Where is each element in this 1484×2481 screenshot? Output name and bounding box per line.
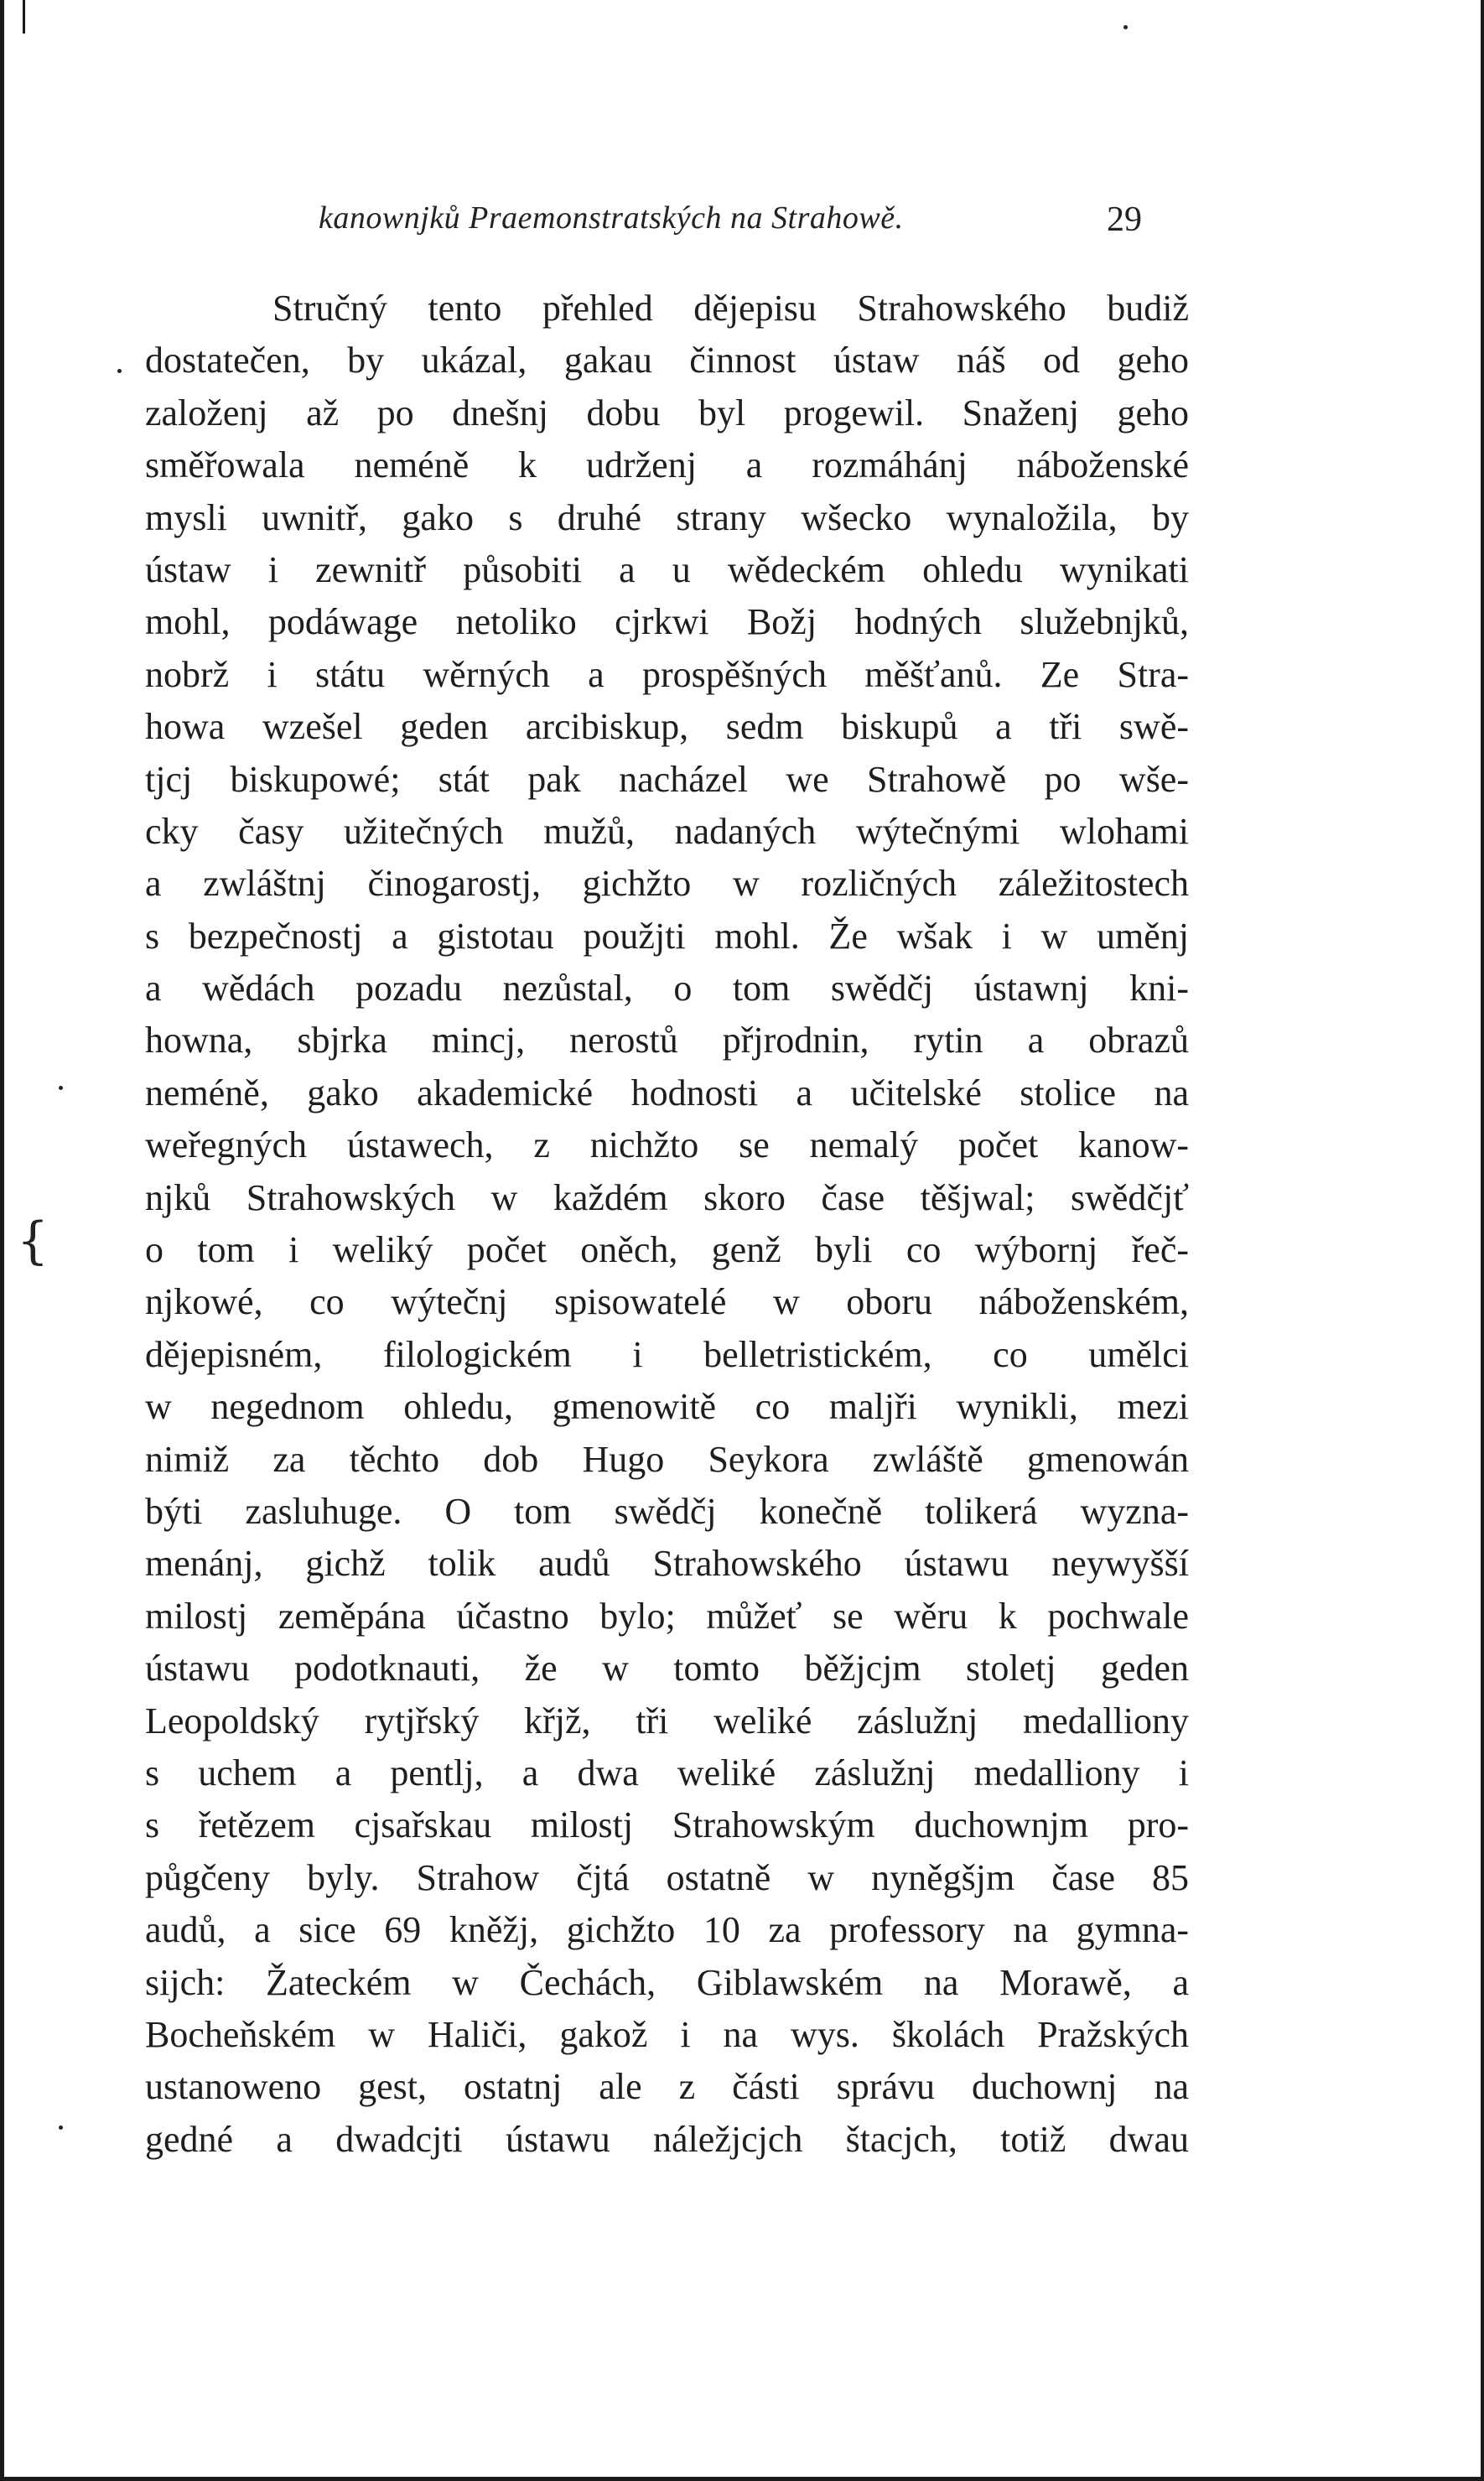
text-line: Bocheňském w Haliči, gakož i na wys. školách Pražských <box>145 2013 1189 2055</box>
text-line: směřowala neméně k udrženj a rozmáhánj náboženské <box>145 444 1189 486</box>
text-line: menánj, gichž tolik audů Strahowského ústawu neywyšší <box>145 1543 1189 1585</box>
text-line: njků Strahowských w každém skoro čase těšjwal; swědčjť <box>145 1176 1189 1218</box>
text-line: Stručný tento přehled dějepisu Strahowského budiž <box>272 288 1189 329</box>
running-title: kanownjků Praemonstratských na Strahowě. <box>319 200 904 236</box>
text-line: býti zasluhuge. O tom swědčj konečně tolikerá wyzna- <box>145 1490 1189 1532</box>
scan-speck <box>117 369 122 373</box>
text-line: ústaw i zewnitř působiti a u wědeckém ohledu wynikati <box>145 548 1189 590</box>
text-line: mysli uwnitř, gako s druhé strany wšecko wynaložila, by <box>145 496 1189 538</box>
text-line: s řetězem cjsařskau milostj Strahowským duchownjm pro- <box>145 1804 1189 1846</box>
text-line: howa wzešel geden arcibiskup, sedm biskupů a tři swě- <box>145 706 1189 748</box>
text-line: howna, sbjrka mincj, nerostů přjrodnin, rytin a obrazů <box>145 1020 1189 1061</box>
text-line: nimiž za těchto dob Hugo Seykora zwláště gmenowán <box>145 1438 1189 1480</box>
text-line: milostj zeměpána účastno bylo; můžeť se wěru k pochwale <box>145 1595 1189 1637</box>
text-line: dějepisném, filologickém i belletristickém, co umělci <box>145 1333 1189 1375</box>
text-line: gedné a dwadcjti ústawu náležjcjch štacjch, totiž dwau <box>145 2118 1189 2160</box>
text-line: založenj až po dnešnj dobu byl progewil. Snaženj geho <box>145 392 1189 433</box>
text-line: audů, a sice 69 kněžj, gichžto 10 za professory na gymna- <box>145 1909 1189 1951</box>
scan-speck <box>59 2125 63 2130</box>
text-line: nobrž i státu wěrných a prospěšných měšťanů. Ze Stra- <box>145 653 1189 695</box>
text-line: ustanoweno gest, ostatnj ale z části správu duchownj na <box>145 2066 1189 2108</box>
text-line: a zwláštnj činogarostj, gichžto w rozličných záležitostech <box>145 863 1189 905</box>
text-line: tjcj biskupowé; stát pak nacházel we Strahowě po wše- <box>145 758 1189 800</box>
page-edge-bottom <box>0 2477 1484 2481</box>
text-line: sijch: Žateckém w Čechách, Giblawském na Morawě, a <box>145 1961 1189 2003</box>
text-line: dostatečen, by ukázal, gakau činnost ústaw náš od geho <box>145 340 1189 381</box>
text-line: neméně, gako akademické hodnosti a učitelské stolice na <box>145 1072 1189 1113</box>
page-corner-mark <box>0 0 25 34</box>
text-line: Leopoldský rytjřský křjž, tři weliké záslužnj medalliony <box>145 1700 1189 1741</box>
text-line: půgčeny byly. Strahow čjtá ostatně w nyněgšjm čase 85 <box>145 1856 1189 1898</box>
scan-speck <box>1123 25 1128 29</box>
scan-speck <box>59 1086 63 1090</box>
text-line: mohl, podáwage netoliko cjrkwi Božj hodných služebnjků, <box>145 601 1189 643</box>
text-line: s bezpečnostj a gistotau použjti mohl. Že wšak i w uměnj <box>145 915 1189 957</box>
page-edge-left <box>0 0 4 2481</box>
page-edge-right <box>1481 0 1484 2481</box>
page-number: 29 <box>1107 200 1142 239</box>
margin-bracket-mark: { <box>17 1212 49 1270</box>
text-line: cky časy užitečných mužů, nadaných wýtečnými wlohami <box>145 810 1189 852</box>
text-line: njkowé, co wýtečnj spisowatelé w oboru náboženském, <box>145 1281 1189 1323</box>
text-line: w negednom ohledu, gmenowitě co maljři wynikli, mezi <box>145 1386 1189 1428</box>
text-line: o tom i weliký počet oněch, genž byli co wýbornj řeč- <box>145 1229 1189 1271</box>
body-paragraph <box>145 283 1189 2166</box>
text-line: weřegných ústawech, z nichžto se nemalý počet kanow- <box>145 1124 1189 1166</box>
text-line: a wědách pozadu nezůstal, o tom swědčj ústawnj kni- <box>145 968 1189 1010</box>
text-line: s uchem a pentlj, a dwa weliké záslužnj medalliony i <box>145 1752 1189 1793</box>
text-line: ústawu podotknauti, že w tomto běžjcjm stoletj geden <box>145 1648 1189 1689</box>
